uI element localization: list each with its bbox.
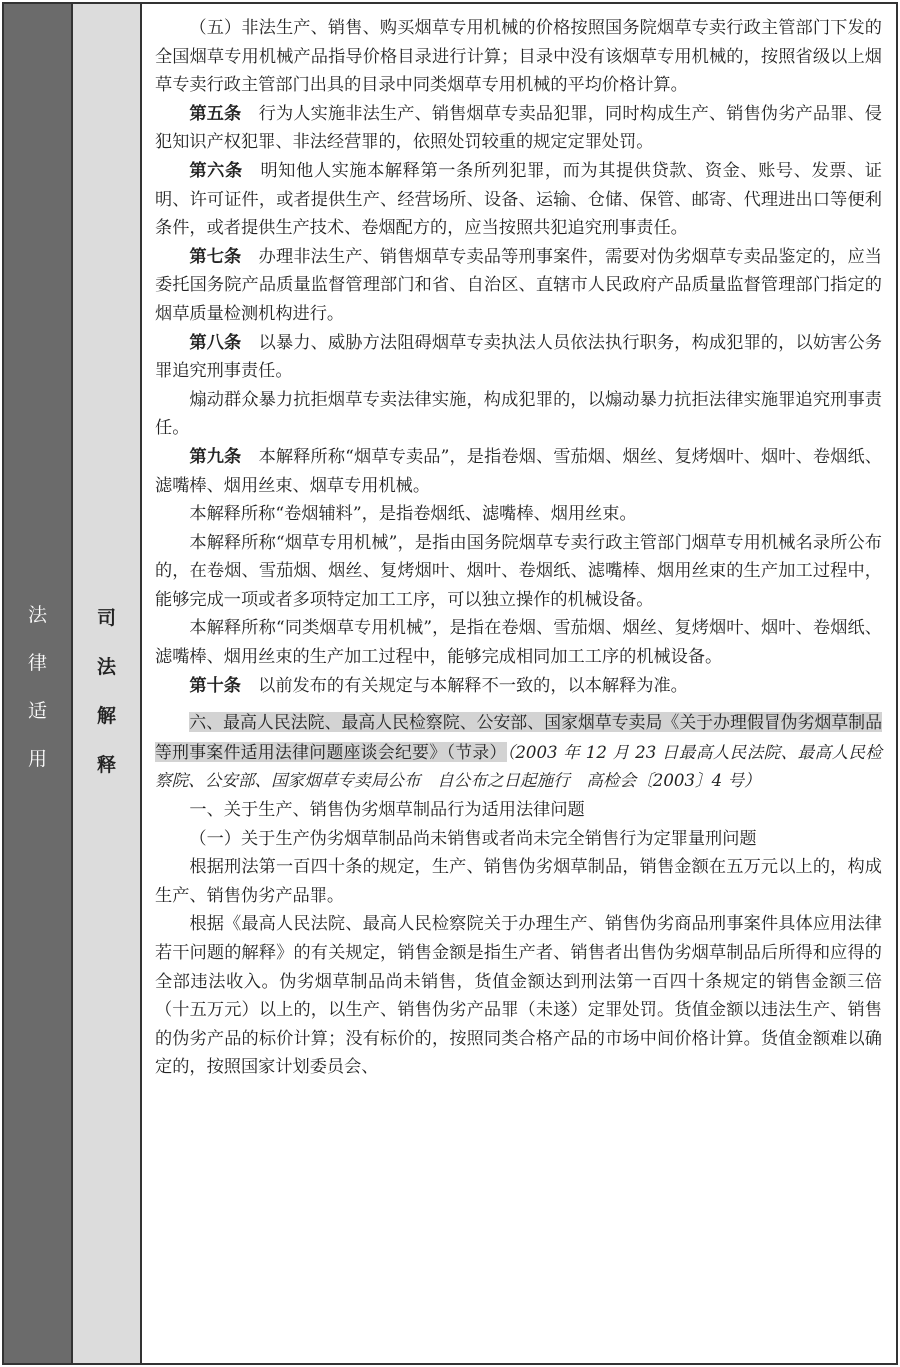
section-title: 六、最高人民法院、最高人民检察院、公安部、国家烟草专卖局《关于办理假冒伪劣烟草制品等刑事案件适用法律问题座谈会纪要》（节录）: [155, 712, 882, 762]
section-paragraph: 一、关于生产、销售伪劣烟草制品行为适用法律问题: [189, 800, 585, 821]
article-text: 本解释所称“烟草专用机械”，是指由国务院烟草专卖行政主管部门烟草专用机械名录所公布的，在卷烟、雪茄烟、烟丝、复烤烟叶、烟叶、卷烟纸、滤嘴棒、烟用丝束的生产加工过程中，能够完成一项或者多项特定加工工序，可以独立操作的机械设备。: [155, 532, 882, 610]
article-paragraph: [155, 14, 882, 100]
article-heading: 第六条: [189, 160, 243, 181]
category-char: 律: [27, 652, 47, 674]
category-char: 用: [27, 748, 47, 770]
section-paragraph: 根据《最高人民法院、最高人民检察院关于办理生产、销售伪劣商品刑事案件具体应用法律若干问题的解释》的有关规定，销售金额是指生产者、销售者出售伪劣烟草制品后所得和应得的全部违法收入。伪劣烟草制品尚未销售，货值金额达到刑法第一百四十条规定的销售金额三倍（十五万元）以上的，以生产、销售伪劣产品罪（未遂）定罪处罚。货值金额以违法生产、销售的伪劣产品的标价计算；没有标价的，按照同类合格产品的市场中间价格计算。货值金额难以确定的，按照国家计划委员会、: [155, 914, 882, 1078]
document-body: [142, 4, 896, 1363]
subcategory-char: 司: [96, 606, 116, 629]
category-label: [28, 600, 47, 771]
section-paragraph: 根据刑法第一百四十条的规定，生产、销售伪劣烟草制品，销售金额在五万元以上的，构成生产、销售伪劣产品罪。: [155, 857, 882, 906]
article-paragraph: [155, 157, 882, 243]
category-column: [4, 4, 73, 1363]
subcategory-label: [97, 603, 116, 777]
subcategory-char: 解: [96, 704, 116, 727]
article-text: 以前发布的有关规定与本解释不一致的，以本解释为准。: [258, 675, 688, 696]
article-text: 以暴力、威胁方法阻碍烟草专卖执法人员依法执行职务，构成犯罪的，以妨害公务罪追究刑事责任。: [155, 332, 882, 382]
article-text: 煽动群众暴力抗拒烟草专卖法律实施，构成犯罪的，以煽动暴力抗拒法律实施罪追究刑事责任。: [155, 389, 882, 439]
article-paragraph: [155, 529, 882, 615]
article-text: 办理非法生产、销售烟草专卖品等刑事案件，需要对伪劣烟草专卖品鉴定的，应当委托国务院产品质量监督管理部门和省、自治区、直辖市人民政府产品质量监督管理部门指定的烟草质量检测机构进行。: [155, 246, 882, 324]
article-heading: 第五条: [189, 103, 242, 124]
article-paragraph: [155, 386, 882, 443]
article-paragraph: [155, 500, 882, 529]
section-paragraph-list: [155, 796, 882, 1082]
article-text: （五）非法生产、销售、购买烟草专用机械的价格按照国务院烟草专卖行政主管部门下发的全国烟草专用机械产品指导价格目录进行计算；目录中没有该烟草专用机械的，按照省级以上烟草专卖行政主管部门出具的目录中同类烟草专用机械的平均价格计算。: [155, 18, 882, 96]
article-list: [155, 14, 882, 700]
article-paragraph: [155, 443, 882, 500]
category-char: 适: [27, 700, 47, 722]
article-text: 本解释所称“烟草专卖品”，是指卷烟、雪茄烟、烟丝、复烤烟叶、烟叶、卷烟纸、滤嘴棒、烟用丝束、烟草专用机械。: [155, 446, 882, 496]
subcategory-char: 法: [96, 655, 116, 678]
article-paragraph: [155, 100, 882, 157]
article-paragraph: [155, 329, 882, 386]
article-paragraph: [155, 614, 882, 671]
article-text: 行为人实施非法生产、销售烟草专卖品犯罪，同时构成生产、销售伪劣产品罪、侵犯知识产权犯罪、非法经营罪的，依照处罚较重的规定定罪处罚。: [155, 103, 882, 153]
subcategory-column: [73, 4, 142, 1363]
article-paragraph: [155, 672, 882, 701]
page-frame: [2, 2, 898, 1365]
section-source: （2003 年 12 月 23 日最高人民法院、最高人民检察院、公安部、国家烟草专卖局公布 自公布之日起施行 高检会〔2003〕4 号）: [155, 742, 882, 791]
article-paragraph: [155, 243, 882, 329]
article-text: 本解释所称“同类烟草专用机械”，是指在卷烟、雪茄烟、烟丝、复烤烟叶、烟叶、卷烟纸、滤嘴棒、烟用丝束的生产加工过程中，能够完成相同加工工序的机械设备。: [155, 618, 882, 668]
article-heading: 第八条: [189, 332, 242, 353]
article-text: 本解释所称“卷烟辅料”，是指卷烟纸、滤嘴棒、烟用丝束。: [189, 504, 637, 525]
article-heading: 第十条: [189, 675, 241, 696]
subcategory-char: 释: [96, 753, 116, 776]
article-heading: 第七条: [189, 246, 242, 267]
article-heading: 第九条: [189, 446, 242, 467]
section-paragraph: （一）关于生产伪劣烟草制品尚未销售或者尚未完全销售行为定罪量刑问题: [189, 828, 757, 849]
section-heading: [155, 708, 882, 796]
category-char: 法: [27, 604, 47, 626]
article-text: 明知他人实施本解释第一条所列犯罪，而为其提供贷款、资金、账号、发票、证明、许可证件，或者提供生产、经营场所、设备、运输、仓储、保管、邮寄、代理进出口等便利条件，或者提供生产技术、卷烟配方的，应当按照共犯追究刑事责任。: [155, 160, 882, 239]
